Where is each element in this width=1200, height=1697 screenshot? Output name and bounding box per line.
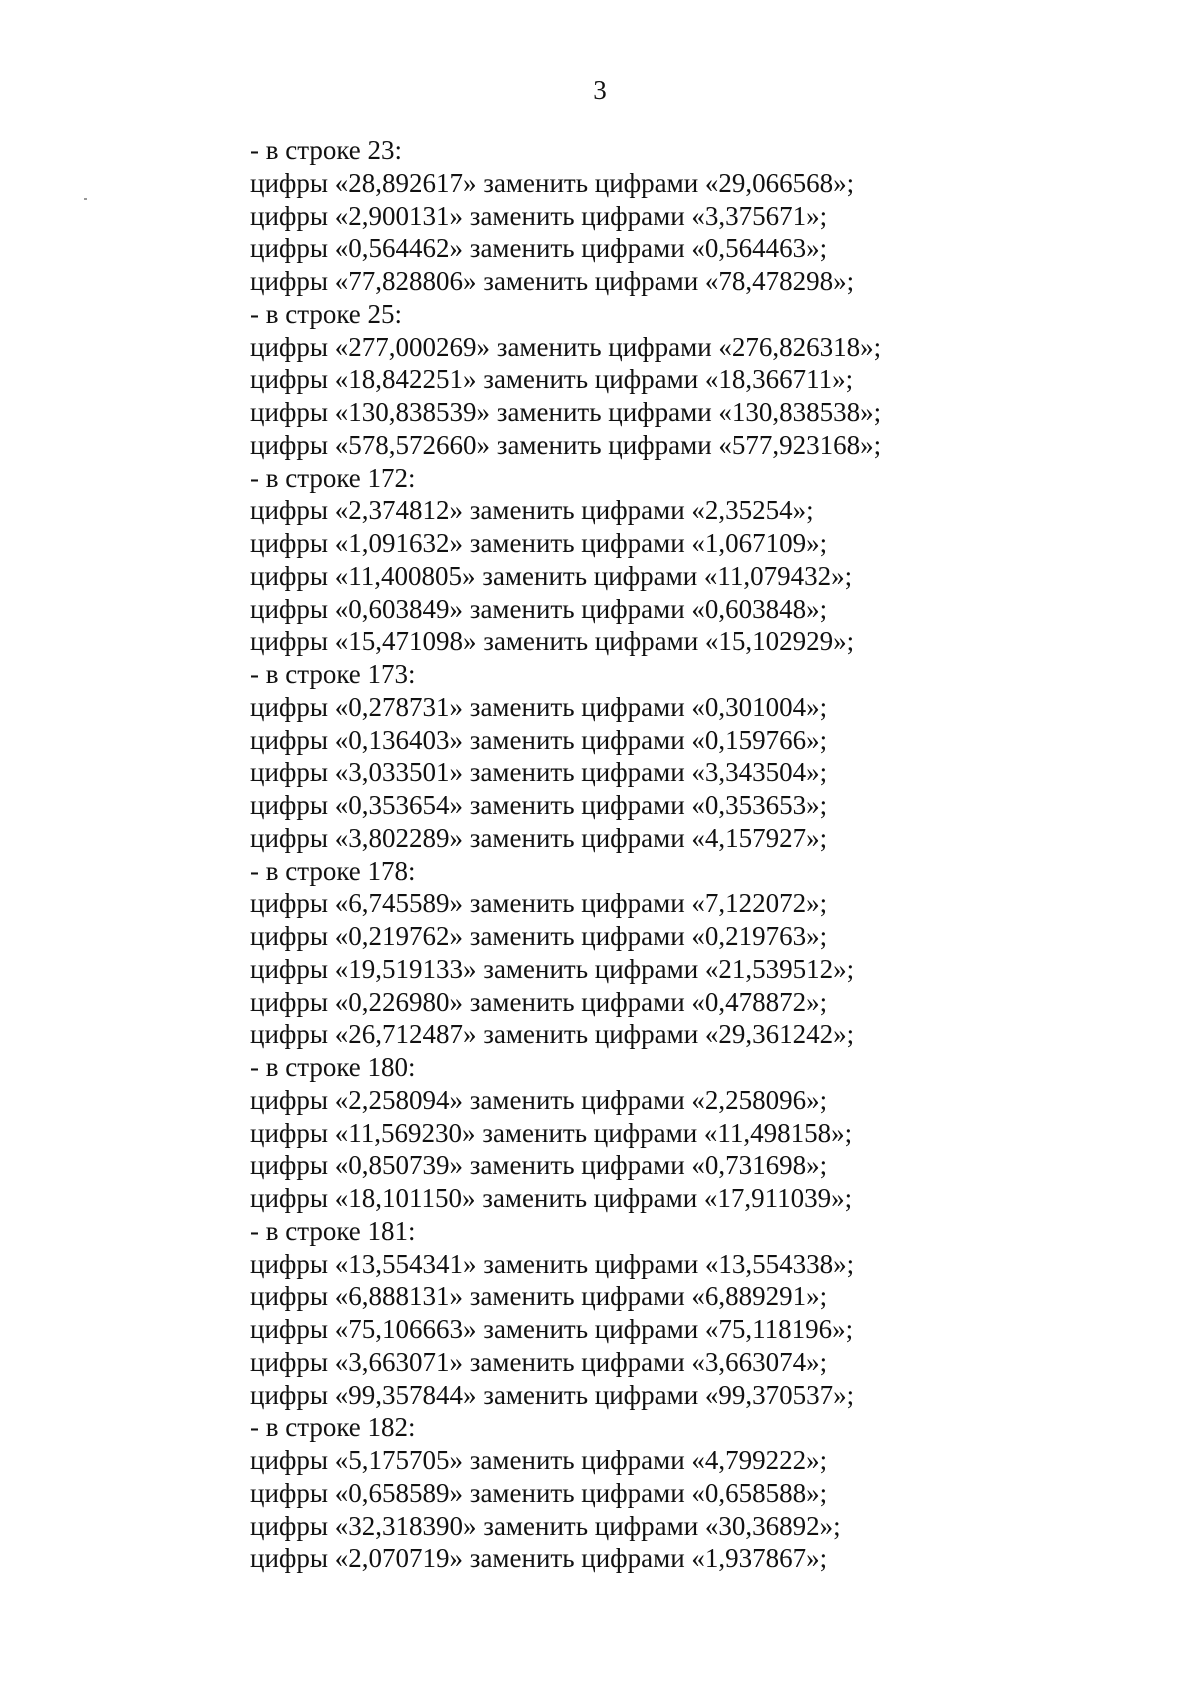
- replacement-line: цифры «15,471098» заменить цифрами «15,102929»;: [250, 626, 855, 657]
- replacement-line: цифры «11,569230» заменить цифрами «11,498158»;: [250, 1117, 853, 1148]
- replacement-line: цифры «3,663071» заменить цифрами «3,663074»;: [250, 1346, 828, 1377]
- replacement-line: цифры «11,400805» заменить цифрами «11,079432»;: [250, 560, 853, 591]
- replacement-line: цифры «5,175705» заменить цифрами «4,799222»;: [250, 1445, 828, 1475]
- replacement-line: цифры «0,219762» заменить цифрами «0,219763»;: [250, 921, 828, 951]
- replacement-line: цифры «75,106663» заменить цифрами «75,118196»;: [250, 1314, 854, 1344]
- replacement-line: цифры «18,101150» заменить цифрами «17,911039»;: [250, 1183, 853, 1213]
- replacement-line: цифры «3,802289» заменить цифрами «4,157927»;: [250, 822, 828, 853]
- replacement-line: цифры «0,136403» заменить цифрами «0,159766»;: [250, 724, 828, 755]
- section-heading: - в строке 172:: [250, 462, 416, 493]
- section-heading: - в строке 25:: [250, 298, 403, 329]
- replacement-line: цифры «0,850739» заменить цифрами «0,731698»;: [250, 1150, 828, 1181]
- replacement-line: цифры «99,357844» заменить цифрами «99,370537»;: [250, 1379, 855, 1410]
- replacement-line: цифры «32,318390» заменить цифрами «30,36892»;: [250, 1510, 841, 1541]
- replacement-line: цифры «26,712487» заменить цифрами «29,361242»;: [250, 1019, 855, 1050]
- replacement-line: цифры «13,554341» заменить цифрами «13,554338»;: [250, 1248, 855, 1279]
- replacement-line: цифры «277,000269» заменить цифрами «276,826318»;: [250, 331, 882, 362]
- replacement-line: цифры «6,745589» заменить цифрами «7,122072»;: [250, 888, 828, 919]
- section-heading: - в строке 180:: [250, 1052, 416, 1082]
- section-heading: - в строке 173:: [250, 659, 416, 689]
- replacement-line: цифры «2,070719» заменить цифрами «1,937867»;: [250, 1543, 828, 1574]
- replacement-line: цифры «6,888131» заменить цифрами «6,889291»;: [250, 1281, 828, 1312]
- section-heading: - в строке 178:: [250, 855, 416, 886]
- replacement-line: цифры «18,842251» заменить цифрами «18,366711»;: [250, 364, 854, 395]
- scan-mark: [84, 198, 87, 200]
- replacement-line: цифры «0,226980» заменить цифрами «0,478872»;: [250, 986, 828, 1017]
- replacement-line: цифры «2,374812» заменить цифрами «2,35254»;: [250, 495, 814, 526]
- replacement-line: цифры «2,258094» заменить цифрами «2,258096»;: [250, 1084, 828, 1115]
- replacement-line: цифры «578,572660» заменить цифрами «577,923168»;: [250, 429, 882, 460]
- replacement-line: цифры «3,033501» заменить цифрами «3,343504»;: [250, 757, 828, 788]
- section-heading: - в строке 23:: [250, 135, 403, 165]
- replacement-line: цифры «0,658589» заменить цифрами «0,658588»;: [250, 1477, 828, 1508]
- replacement-line: цифры «130,838539» заменить цифрами «130,838538»;: [250, 397, 882, 427]
- replacement-line: цифры «0,353654» заменить цифрами «0,353653»;: [250, 790, 828, 820]
- section-heading: - в строке 182:: [250, 1412, 416, 1443]
- replacement-line: цифры «28,892617» заменить цифрами «29,066568»;: [250, 167, 855, 198]
- page-number: 3: [593, 75, 607, 105]
- replacement-line: цифры «77,828806» заменить цифрами «78,478298»;: [250, 266, 855, 296]
- section-heading: - в строке 181:: [250, 1215, 416, 1246]
- replacement-line: цифры «1,091632» заменить цифрами «1,067109»;: [250, 528, 828, 558]
- replacement-line: цифры «0,603849» заменить цифрами «0,603848»;: [250, 593, 828, 624]
- document-body: [250, 134, 1150, 1575]
- replacement-line: цифры «19,519133» заменить цифрами «21,539512»;: [250, 953, 855, 984]
- replacement-line: цифры «0,564462» заменить цифрами «0,564463»;: [250, 233, 828, 264]
- replacement-line: цифры «2,900131» заменить цифрами «3,375671»;: [250, 200, 828, 231]
- replacement-line: цифры «0,278731» заменить цифрами «0,301004»;: [250, 691, 828, 722]
